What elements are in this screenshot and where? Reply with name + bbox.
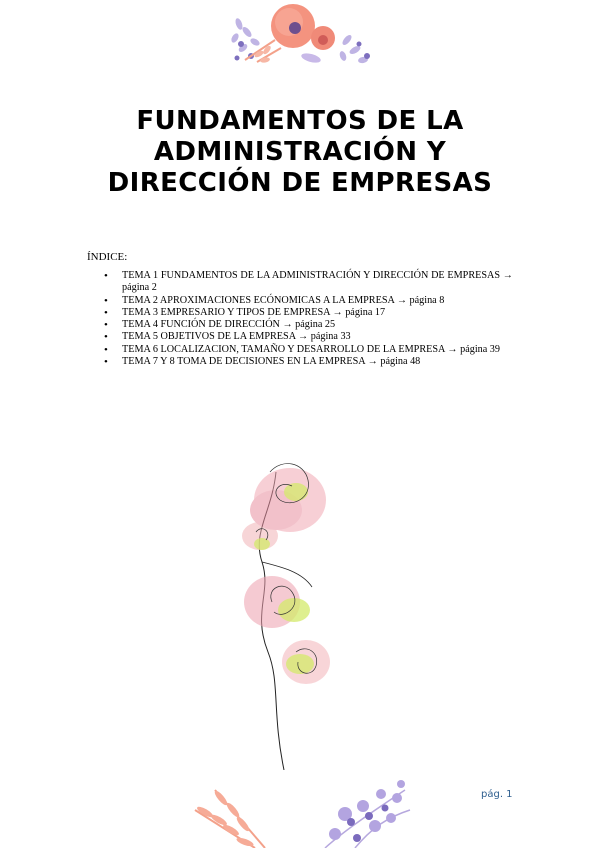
toc-item-tema-2: • TEMA 2 APROXIMACIONES ECÓNOMICAS A LA EMPRESA → página 8	[87, 295, 513, 307]
page-number: pág. 1	[481, 789, 513, 800]
toc-item-tema-4: • TEMA 4 FUNCIÓN DE DIRECCIÓN → página 25	[87, 319, 513, 331]
flower-branch-illustration	[232, 452, 344, 770]
bottom-floral-decoration	[185, 770, 420, 848]
toc-item-tema-1: • TEMA 1 FUNDAMENTOS DE LA ADMINISTRACIÓN Y DIRECCIÓN DE EMPRESAS → página 2	[87, 270, 513, 295]
toc-item-tema-3: • TEMA 3 EMPRESARIO Y TIPOS DE EMPRESA → página 17	[87, 307, 513, 319]
title-line-1: FUNDAMENTOS DE LA	[136, 106, 464, 136]
toc-item-tema-6: • TEMA 6 LOCALIZACION, TAMAÑO Y DESARROLLO DE LA EMPRESA → página 39	[87, 344, 513, 356]
toc-item-tema-7-8: • TEMA 7 Y 8 TOMA DE DECISIONES EN LA EMPRESA → página 48	[87, 356, 513, 368]
document-title	[60, 106, 540, 199]
top-floral-decoration	[225, 0, 380, 72]
index-heading: ÍNDICE:	[87, 251, 128, 263]
table-of-contents	[87, 270, 513, 368]
title-line-3: DIRECCIÓN DE EMPRESAS	[107, 168, 493, 198]
title-line-2: ADMINISTRACIÓN Y	[153, 137, 447, 167]
toc-item-tema-5: • TEMA 5 OBJETIVOS DE LA EMPRESA → página 33	[87, 331, 513, 343]
